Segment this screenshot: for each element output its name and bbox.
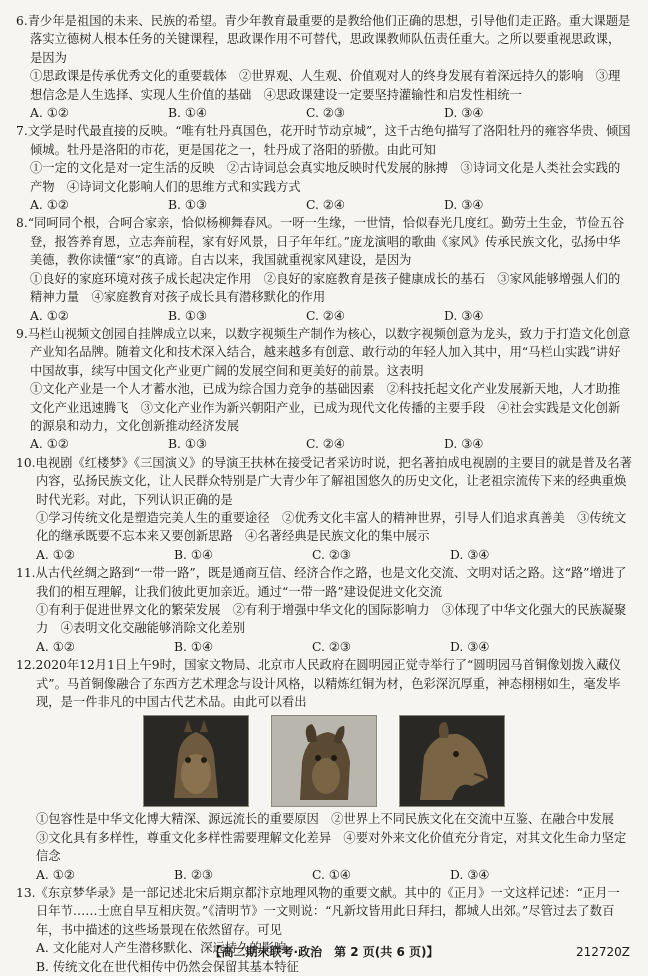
horse-head-photo-side: [271, 715, 377, 807]
choice-c: C. ①④: [312, 867, 351, 882]
choice-a: A. 文化能对人产生潜移默化、深远持久的影响: [36, 941, 287, 956]
choice-c: C. ②④: [306, 198, 345, 213]
choice-b: B. ①③: [168, 308, 207, 323]
choice-d: D. ③④: [450, 867, 490, 882]
choice-b: B. ①④: [168, 106, 207, 121]
horse-head-photo-profile: [399, 715, 505, 807]
question-stem: 6.青少年是祖国的未来、民族的希望。青少年教育最重要的是教给他们正确的思想，引导他们走正路。重大课题是落实立德树人根本任务的关键课程，思政课作用不可替代，思政课教师队伍责任重大。之所以要重视思政课，是因为: [16, 14, 631, 65]
choice-a: A. ①②: [30, 308, 69, 323]
choice-d: D. ③④: [444, 198, 484, 213]
question-7: [16, 122, 632, 214]
question-12: [16, 656, 632, 884]
horse-head-image: [272, 716, 376, 806]
choice-b: B. 传统文化在世代相传中仍然会保留其基本特征: [36, 959, 299, 974]
horse-head-photos: [16, 715, 632, 807]
choice-d: D. ③④: [444, 437, 484, 452]
horse-head-image: [144, 716, 248, 806]
choice-a: A. ①②: [36, 547, 75, 562]
choice-d: D. ③④: [450, 639, 490, 654]
choice-c: C. ②③: [306, 106, 345, 121]
choice-b: B. ①④: [174, 639, 213, 654]
answer-choices: [16, 546, 632, 564]
choice-a: A. ①②: [30, 437, 69, 452]
horse-head-photo-front: [143, 715, 249, 807]
choice-b: B. ①③: [168, 198, 207, 213]
question-options: ①良好的家庭环境对孩子成长起决定作用 ②良好的家庭教育是孩子健康成长的基石 ③家风能够增强人们的精神力量 ④家庭教育对孩子成长具有潜移默化的作用: [30, 271, 621, 305]
choice-b: B. ②③: [174, 867, 213, 882]
question-11: [16, 564, 632, 656]
question-options: ①思政课是传承优秀文化的重要载体 ②世界观、人生观、价值观对人的终身发展有着深远持久的影响 ③理想信念是人生选择、实现人生价值的基础 ④思政课建设一定要坚持灌输性和启发性相统一: [30, 69, 621, 102]
question-10: [16, 454, 632, 564]
horse-head-image: [400, 716, 504, 806]
choice-c: C. ②③: [312, 547, 351, 562]
answer-choices: [16, 104, 632, 122]
choice-a: A. ①②: [36, 639, 75, 654]
question-9: [16, 325, 632, 454]
choice-d: D. ③④: [450, 547, 490, 562]
choice-b: B. ①④: [174, 547, 213, 562]
question-stem: 8.“同呵同个根，合呵合家亲，恰似杨柳舞春风。一呀一生缘，一世情，恰似春光几度红。勤劳土生金，节俭五谷登，报答养育恩，立志奔前程，家有好风景，日子年年红。”庞龙演唱的歌曲《家风》传承民族文化，弘扬中华美德，教你读懂“家”的真谛。自古以来，我国就重视家风建设，是因为: [16, 216, 625, 268]
answer-choices: [16, 866, 632, 884]
question-options: ①学习传统文化是塑造完美人生的重要途径 ②优秀文化丰富人的精神世界，引导人们追求真善美 ③传统文化的继承既要不忘本来又要创新思路 ④名著经典是民族文化的集中展示: [36, 510, 627, 544]
question-stem: 11.从古代丝绸之路到“一带一路”，既是通商互信、经济合作之路，也是文化交流、文明对话之路。这“路”增进了我们的相互理解，让我们彼此更加亲近。通过“一带一路”建设促进文化交流: [16, 566, 627, 599]
answer-choices: [16, 435, 632, 453]
question-8: [16, 214, 632, 324]
choice-c: C. ②③: [312, 639, 351, 654]
choice-a: A. ①②: [30, 106, 69, 121]
choice-c: C. ②④: [306, 308, 345, 323]
question-options: ①有利于促进世界文化的繁荣发展 ②有利于增强中华文化的国际影响力 ③体现了中华文化强大的民族凝聚力 ④表明文化交融能够消除文化差别: [36, 603, 627, 636]
question-stem: 12.2020年12月1日上午9时，国家文物局、北京市人民政府在圆明园正觉寺举行了“圆明园马首铜像划拨入藏仪式”。马首铜像融合了东西方艺术理念与设计风格，以精炼红铜为材，色彩深沉厚重，神态栩栩如生，毫发毕现，是一件非凡的中国古代艺术品。由此可以看出: [16, 658, 621, 710]
answer-choices: [16, 196, 632, 214]
question-stem: 13.《东京梦华录》是一部记述北宋后期京都汴京地理风物的重要文献。其中的《正月》一文这样记述：“正月一日年节……士庶自早互相庆贺。”《清明节》一文则说：“凡新坟皆用此日拜扫，都城人出郊。”尽管过去了数百年，书中描述的这些场景现在依然留存。可见: [16, 886, 620, 937]
question-options: ①文化产业是一个人才蓄水池，已成为综合国力竞争的基础因素 ②科技托起文化产业发展新天地，人才助推文化产业迅速腾飞 ③文化产业作为新兴朝阳产业，已成为现代文化传播的主要手段 ④社会实践是文化创新的源泉和动力，文化创新推动经济发展: [30, 382, 621, 433]
choice-b: B. ①③: [168, 437, 207, 452]
question-stem: 7.文学是时代最直接的反映。“唯有牡丹真国色，花开时节动京城”，这千古绝句描写了洛阳牡丹的雍容华贵、倾国倾城。牡丹是洛阳的市花，更是国花之一，牡丹成了洛阳的骄傲。由此可知: [16, 124, 631, 157]
choice-a: A. ①②: [30, 198, 69, 213]
answer-choices: [16, 638, 632, 656]
question-13: [16, 884, 632, 976]
choice-d: D. ③④: [444, 308, 484, 323]
footer-code: 212720Z: [575, 945, 630, 959]
question-options: ①包容性是中华文化博大精深、源远流长的重要原因 ②世界上不同民族文化在交流中互鉴、在融合中发展 ③文化具有多样性，尊重文化多样性需要理解文化差异 ④要对外来文化价值充分肯定，对其文化生命力坚定信念: [36, 812, 627, 864]
question-stem: 10.电视剧《红楼梦》《三国演义》的导演王扶林在接受记者采访时说，把名著拍成电视剧的主要目的就是普及名著内容，弘扬民族文化，让人民群众特别是广大青少年了解祖国悠久的历史文化，让老祖宗流传下来的经典重焕时代光彩。对此，下列认识正确的是: [16, 455, 632, 507]
question-options: ①一定的文化是对一定生活的反映 ②古诗词总会真实地反映时代发展的脉搏 ③诗词文化是人类社会实践的产物 ④诗词文化影响人们的思维方式和实践方式: [30, 161, 621, 194]
footer-title: 【高二期末联考·政治 第 2 页(共 6 页)】: [209, 945, 439, 959]
question-6: [16, 12, 632, 122]
answer-choices: [16, 307, 632, 325]
choice-c: C. ②④: [306, 437, 345, 452]
choice-d: D. ③④: [444, 106, 484, 121]
choice-a: A. ①②: [36, 867, 75, 882]
question-stem: 9.马栏山视频文创园自挂牌成立以来，以数字视频生产制作为核心，以数字视频创意为龙头，致力于打造文化创意产业知名品牌。随着文化和技术深入结合，越来越多有创意、敢行动的年轻人加入其中，用“马栏山实践”讲好中国故事，续写中国文化产业更广阔的发展空间和更美好的前景。这表明: [16, 326, 631, 378]
